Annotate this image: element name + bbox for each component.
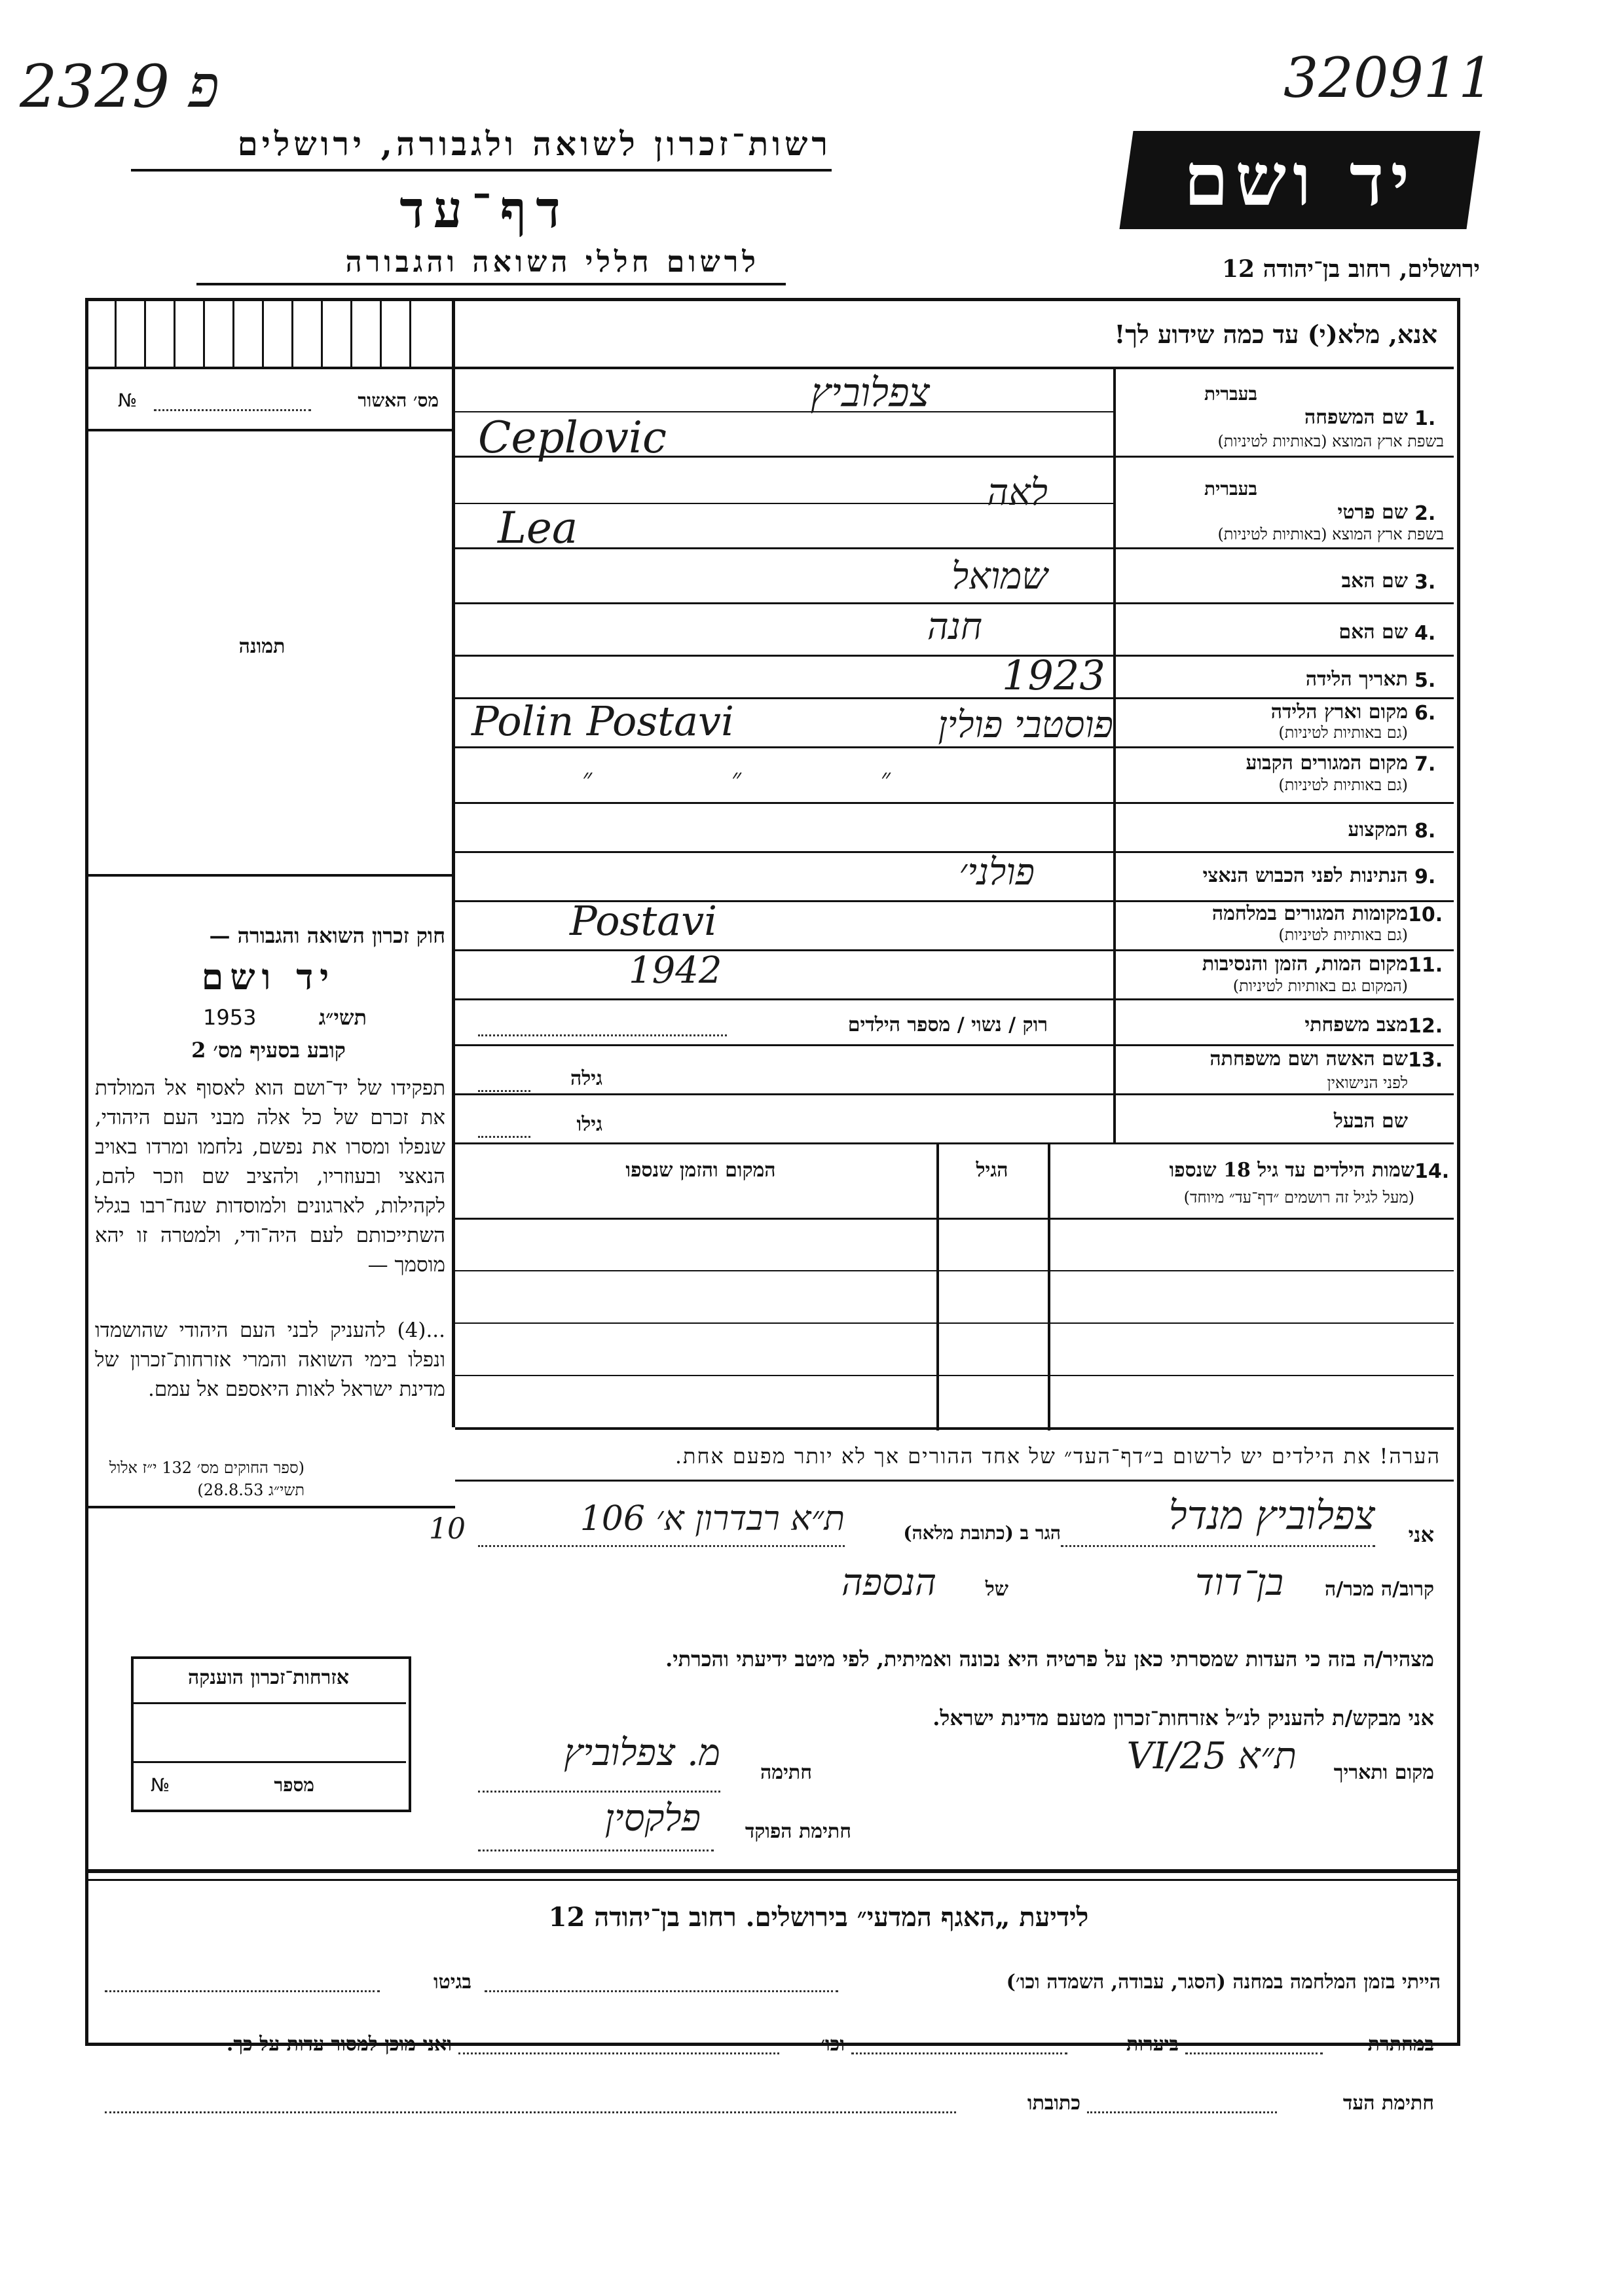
f6-sub: (גם באותיות לטיניות) xyxy=(1278,723,1408,742)
f11-number: 11. xyxy=(1408,954,1443,977)
row-line xyxy=(455,998,1454,1000)
officer-value: פלקסין xyxy=(604,1797,701,1840)
strip-cell xyxy=(232,301,234,367)
declaration: מצהיר/ה בזה כי העדות שמסרתי כאן על פרטיה היא נכונה ואמיתית, לפי מיטב ידיעתי והכרתי. xyxy=(665,1647,1434,1671)
signature-dots xyxy=(478,1791,720,1793)
strip-cell xyxy=(144,301,146,367)
note: הערה! את הילדים יש לרשום ב״דף־העד״ של אחד ההורים אך לא יותר מפעם אחת. xyxy=(674,1444,1441,1468)
f6-value-hebrew: פוסטבי פולין xyxy=(938,704,1113,746)
f5-label: תאריך הלידה xyxy=(1305,668,1408,691)
approval-label: מס׳ האשור xyxy=(358,390,439,411)
f7-number: 7. xyxy=(1414,753,1436,776)
signature-value: מ. צפלוביץ xyxy=(564,1732,720,1774)
note-bottom xyxy=(455,1480,1454,1482)
instruction: אנא, מלא(י) עד כמה שידוע לך! xyxy=(1114,319,1437,349)
top-strip-bottom xyxy=(85,367,1454,369)
frame-left-column-divider xyxy=(452,298,455,1427)
f5-number: 5. xyxy=(1414,669,1436,692)
f2-heb-label: בעברית xyxy=(1204,478,1257,500)
husband-label: שם הבעל xyxy=(1333,1110,1408,1133)
f4-value: חנה xyxy=(927,606,982,648)
f11-value: 1942 xyxy=(629,949,722,992)
law-title: חוק זכרון השואה והגבורה — xyxy=(209,923,445,948)
f2-value-latin: Lea xyxy=(498,503,578,553)
row-line xyxy=(455,655,1454,657)
footer-line3-b: כתובתו xyxy=(1027,2092,1080,2115)
husband-age-label: גילו xyxy=(576,1113,602,1136)
f7-sub: (גם באותיות לטיניות) xyxy=(1278,776,1408,794)
f14-col-line xyxy=(1048,1142,1050,1430)
f8-label: המקצוע xyxy=(1348,818,1408,841)
f2-value-hebrew: לאה xyxy=(987,471,1048,514)
footer-line1-a: הייתי בזמן המלחמה במחנה (הסגר, עבודה, השמדה וכו׳) xyxy=(1006,1971,1441,1994)
signature-label: חתימה xyxy=(760,1761,812,1784)
f7-label: מקום המגורים הקבוע xyxy=(1246,752,1408,774)
f8-number: 8. xyxy=(1414,820,1436,843)
citizenship-box-title: אזרחות־זכרון הוענקה xyxy=(187,1666,350,1689)
f9-number: 9. xyxy=(1414,866,1436,888)
declarant-of-label: של xyxy=(985,1578,1008,1601)
f6-label: מקום וארץ הלידה xyxy=(1270,701,1408,723)
f13-sub: לפני הנישואין xyxy=(1327,1074,1408,1092)
strip-cell xyxy=(203,301,205,367)
citizenship-no-symbol: № xyxy=(151,1774,170,1796)
subtitle-underline xyxy=(196,283,786,285)
f12-label: מצב משפחתי xyxy=(1304,1013,1408,1036)
place-date-label: מקום ותאריך xyxy=(1333,1761,1434,1784)
declarant-i-label: אני xyxy=(1408,1522,1434,1547)
f14-sub: (מעל לגיל זה רושמים ״דף־עד״ מיוחד) xyxy=(1183,1188,1414,1207)
f14-row xyxy=(455,1427,1454,1430)
footer-line2-dots1 xyxy=(1185,2052,1323,2054)
footer-line1-dots2 xyxy=(105,1990,380,1992)
strip-cell xyxy=(174,301,175,367)
strip-cell xyxy=(409,301,411,367)
row-line xyxy=(455,1044,1454,1046)
footer-line2-dots3 xyxy=(458,2052,779,2054)
f10-number: 10. xyxy=(1408,903,1443,926)
row-line xyxy=(455,802,1454,804)
citizenship-box-divider xyxy=(134,1702,406,1704)
row-line xyxy=(455,746,1454,748)
logo-text: יד ושם xyxy=(1183,137,1416,222)
f14-row xyxy=(455,1218,1454,1220)
f14-row xyxy=(455,1322,1454,1324)
law-name: יד ושם xyxy=(201,956,336,998)
f13-label: שם האשה ושם משפחתה xyxy=(1209,1048,1408,1070)
f5-value: 1923 xyxy=(1002,651,1105,699)
f4-label: שם האם xyxy=(1338,621,1408,644)
row-line xyxy=(455,602,1454,604)
declarant-name: צפלוביץ מנדל xyxy=(1168,1493,1375,1539)
f6-number: 6. xyxy=(1414,702,1436,725)
f3-label: שם האב xyxy=(1341,570,1408,592)
footer-title: לידיעת „האגף המדעי״ בירושלים. רחוב בן־יהודה 12 xyxy=(548,1902,1089,1933)
strip-cell xyxy=(115,301,117,367)
label-column-divider xyxy=(1113,367,1116,1142)
f11-label: מקום המות, הזמן והנסיבות xyxy=(1202,953,1408,975)
row-line xyxy=(455,949,1454,951)
f10-label: מקומות המגורים במלחמה xyxy=(1211,902,1408,925)
authority-underline xyxy=(131,169,832,172)
row-line xyxy=(455,547,1454,549)
f4-number: 4. xyxy=(1414,622,1436,645)
footer-line3-a: חתימת העד xyxy=(1342,2092,1434,2115)
f14-row xyxy=(455,1375,1454,1376)
authority-name: רשות־זכרון לשואה ולגבורה, ירושלים xyxy=(237,124,832,163)
f1-value-latin: Ceplovic xyxy=(478,412,667,463)
law-reference: (ספר החוקים מס׳ 132 י״ז אלול תשי״ג 28.8.53) xyxy=(109,1459,304,1499)
law-body: תפקידו של יד־ושם הוא לאסוף אל המולדת את זכרם של כל אלה מבני העם היהודי, שנפלו ומסרו את נפשם, נלחמו ומרדו באויב הנאצי ובעוזריו, ולהציב שם וזכר להם, לקהילות, לארגונים ולמוסדות שנח־רבו בגלל השתייכותם לעם היה־ודי, ולמטרה זו יהא מוסמך — xyxy=(95,1076,445,1277)
footer-line1-dots xyxy=(485,1990,838,1992)
declarant-relative-label: קרוב/ה מכר/ה xyxy=(1325,1578,1434,1601)
f2-label: שם פרטי xyxy=(1337,501,1408,524)
f1-heb-label: בעברית xyxy=(1204,383,1257,405)
officer-label: חתימת הפוקד xyxy=(745,1820,851,1843)
f9-value: פולני׳ xyxy=(959,851,1035,894)
f1-value-hebrew: צפלוביץ xyxy=(810,370,930,416)
declarant-lives-label: הגר ב (כתובת מלאה) xyxy=(903,1522,1061,1544)
photo-bottom xyxy=(85,874,455,877)
form-subtitle: לרשום חללי השואה והגבורה xyxy=(345,246,760,279)
row-line xyxy=(455,1142,1454,1144)
citizenship-number-label: מספר xyxy=(274,1774,314,1796)
f13-age-label: גילה xyxy=(570,1067,602,1090)
law-clause: קובע בסעיף מס׳ 2 xyxy=(191,1038,346,1063)
f10-sub: (גם באותיות לטיניות) xyxy=(1278,926,1408,944)
declarant-apt: 10 xyxy=(429,1512,466,1546)
law-box-bottom xyxy=(85,1506,455,1508)
f2-sub: בשפת ארץ המוצא (באותיות לטיניות) xyxy=(1217,525,1444,543)
law-item4: ...(4) להעניק לבני העם היהודי שהושמדו ונפלו בימי השואה והמרי אזרחות־זכרון של מדינת ישראל לאות היאספם אל עמם. xyxy=(95,1319,445,1401)
f1-sub: בשפת ארץ המוצא (באותיות לטיניות) xyxy=(1217,432,1444,450)
strip-cell xyxy=(380,301,382,367)
f3-value: שמואל xyxy=(951,555,1048,598)
form-title: דף־עד xyxy=(399,180,570,240)
declarant-of-value: הנספה xyxy=(841,1561,936,1604)
strip-cell xyxy=(291,301,293,367)
f13-number: 13. xyxy=(1408,1049,1443,1072)
approval-bottom xyxy=(85,429,455,431)
f14-col-line xyxy=(936,1142,939,1430)
f12-status: רוק / נשוי / מספר הילדים xyxy=(847,1013,1048,1036)
f1-label: שם המשפחה xyxy=(1304,406,1408,429)
photo-label: תמונה xyxy=(238,635,286,658)
f2-number: 2. xyxy=(1414,502,1436,525)
strip-cell xyxy=(350,301,352,367)
f14-number: 14. xyxy=(1414,1160,1450,1183)
declarant-address: ת״א רבדרון א׳ 106 xyxy=(580,1499,845,1539)
approval-no-symbol: № xyxy=(118,390,138,411)
yad-vashem-logo xyxy=(1119,131,1480,229)
f1-number: 1. xyxy=(1414,407,1436,430)
footer-line2-c: וכו׳ xyxy=(821,2033,845,2056)
f14-col-place: המקום והזמן שנספו xyxy=(625,1159,776,1182)
f14-col-age: הגיל xyxy=(976,1159,1008,1182)
f6-value-latin: Polin Postavi xyxy=(471,697,734,745)
declarant-address-dots xyxy=(478,1545,845,1547)
f14-label: שמות הילדים עד גיל 18 שנספו xyxy=(1169,1159,1414,1182)
handwritten-file-number: 2329 פ xyxy=(20,52,219,121)
law-year-heb: תשי״ג xyxy=(318,1005,367,1030)
footer-line2-d: ואני מוכן למסור עדות על כך. xyxy=(226,2033,452,2056)
strip-cell xyxy=(321,301,323,367)
f9-label: הנתינות לפני הכבוש הנאצי xyxy=(1202,864,1408,887)
f11-sub: (המקום גם באותיות לטיניות) xyxy=(1232,977,1408,995)
handwritten-page-number: 320911 xyxy=(1283,46,1494,110)
f12-dots xyxy=(478,1034,727,1036)
f12-number: 12. xyxy=(1408,1015,1443,1038)
f13-age-dots xyxy=(478,1090,530,1092)
row-line xyxy=(455,1093,1454,1095)
place-date-value: ת״א 25/VI xyxy=(1126,1735,1297,1777)
footer-line2-a: במחתרת xyxy=(1367,2033,1434,2056)
footer-line2-b: ביערות xyxy=(1126,2033,1179,2056)
officer-dots xyxy=(478,1850,714,1851)
declarant-name-dots xyxy=(1061,1545,1375,1547)
footer-line1-b: בגיטו xyxy=(433,1971,471,1994)
citizenship-request: אני מבקש/ת להעניק לנ״ל אזרחות־זכרון מטעם מדינת ישראל. xyxy=(932,1705,1434,1730)
law-year: 1953 xyxy=(203,1005,257,1030)
footer-line2-dots2 xyxy=(851,2052,1067,2054)
f7-value: ״ ״ ״ xyxy=(581,763,956,793)
footer-rule-top xyxy=(85,1869,1457,1873)
footer-line3-dots2 xyxy=(105,2111,956,2113)
citizenship-box-divider xyxy=(134,1761,406,1763)
declarant-relative: בן־דוד xyxy=(1195,1561,1283,1604)
address: ירושלים, רחוב בן־יהודה 12 xyxy=(1221,255,1480,283)
footer-line3-dots1 xyxy=(1087,2111,1277,2113)
footer-rule-bottom xyxy=(85,1879,1457,1881)
husband-age-dots xyxy=(478,1136,530,1138)
f3-number: 3. xyxy=(1414,571,1436,594)
f10-value: Postavi xyxy=(570,897,718,945)
approval-dots xyxy=(154,409,311,411)
strip-cell xyxy=(262,301,264,367)
f14-row xyxy=(455,1270,1454,1271)
